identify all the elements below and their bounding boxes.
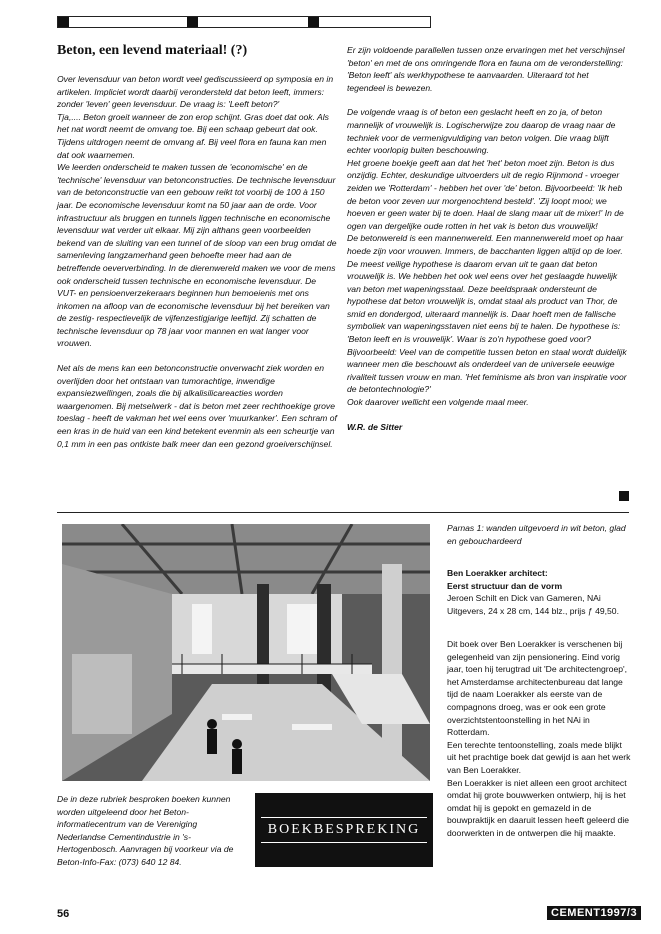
book-title-line1: Ben Loerakker architect:	[447, 568, 548, 578]
paragraph: Er zijn voldoende parallellen tussen onze ervaringen met het verschijnsel 'beton' en met de ons omringende flora en fauna om de veronderstelling: 'Beton leeft' als werkhypothese te aanvaarden. Uiteraard tot het tegendeel is bewezen.	[347, 45, 625, 93]
end-of-article-mark	[619, 491, 629, 501]
paragraph: De volgende vraag is of beton een geslacht heeft en zo ja, of beton mannelijk of vrouwelijk is. Logischerwijze zou daarop de vraag naar de techniek voor de vermenigvuldiging van beton volgen. Die vraag blijft echter voorlopig buiten beschouwing.	[347, 107, 616, 156]
top-marker-bar	[57, 16, 431, 28]
paragraph: Het groene boekje geeft aan dat het 'het' beton moet zijn. Beton is dus onzijdig. Echter, deskundige uitvoerders uit de regio Rijnmond - vroeger zeiden we 'Rotterdam' - hebben het over 'de' beton. Bijvoorbeeld: 'Ik heb de beton voor zeven uur morgenochtend besteld'. 'Zij loopt mooi; we hoeven er geen water bij te doen. Haal de slang maar uit de mixer!' In de ogen van dergelijke oude rotten in het vak is beton dus vrouwelijk!	[347, 157, 624, 231]
paragraph: Net als de mens kan een betonconstructie onverwacht ziek worden en overlijden door het ontstaan van tumorachtige, inwendige expansiezwellingen, zoals die bij alkalisilicareacties worden waargenomen. Bij metselwerk - dat is beton met zeer rechthoekige grove toeslag - heeft de vakman het wel eens over 'muurkanker'. Een schram of een kras in de huid van een kind betekent evenmin als een scheurtje van 0,1 mm in een pas ontkiste balk meer dan een gezond groeiverschijnsel.	[57, 363, 337, 449]
section-banner	[255, 793, 433, 867]
paragraph: We leerden onderscheid te maken tussen de 'economische' en de 'technische' levensduur van betonconstructies. De technische levensduur van de betonconstructie van een gebouw reikt tot voorbij de 100 à 150 jaar. De economische levensduur komt na 50 jaar aan de orde. Voor infrastructuur als bruggen en tunnels liggen technische en economische levensduur wat verder uit elkaar. Mij zijn althans geen voorbeelden bekend van de sluiting van een tunnel of de sloop van een brug omdat de samenleving langzamerhand geen behoefte meer had aan de betreffende oeververbinding. In de dierenwereld maken we voor de mens ook onderscheid tussen technische en economische levensduur. De VUT- en pensioenverzekeraars beginnen hun bemoeienis met ons inkomen na afloop van de economische levensduur bij het bereiken van de zestig- respectievelijk de vijfenzestigjarige leeftijd. Zij schatten de technische levensduur op 78 jaar voor mannen en wat langer voor vrouwen.	[57, 162, 337, 349]
paragraph: Een terechte tentoonstelling, zoals mede blijkt uit het prachtige boek dat gewijd is aan het werk van Ben Loerakker.	[447, 739, 631, 775]
paragraph: Ook daarover wellicht een volgende maal meer.	[347, 397, 529, 408]
book-review	[447, 638, 633, 840]
book-details: Jeroen Schilt en Dick van Gameren, NAi Uitgevers, 24 x 28 cm, 144 blz., prijs ƒ 49,50.	[447, 593, 619, 616]
section-banner-label: BOEKBESPREKING	[261, 817, 427, 843]
marker-block	[308, 17, 319, 27]
book-title-line2: Eerst structuur dan de vorm	[447, 580, 563, 591]
article-heading: Beton, een levend materiaal! (?)	[57, 43, 248, 58]
building-interior-photo	[62, 524, 430, 781]
paragraph: Dit boek over Ben Loerakker is verschenen bij gelegenheid van zijn pensionering. Eind vorig jaar, toen hij terugtrad uit 'De architectengroep', het Amsterdamse architectenbureau dat lange tijd de naam Loerakker als eerste van de compagnons droeg, was er ook een grote overzichtstentoonstelling in het NAi in Rotterdam.	[447, 639, 628, 738]
book-info	[447, 567, 632, 617]
right-column	[347, 44, 627, 433]
photo-caption: Parnas 1: wanden uitgevoerd in wit beton, glad en gebouchardeerd	[447, 523, 626, 546]
divider	[57, 512, 629, 513]
page-number: 56	[57, 908, 70, 920]
author-name: W.R. de Sitter	[347, 421, 403, 432]
paragraph: Over levensduur van beton wordt veel gediscussieerd op symposia en in artikelen. Impliciet wordt daarbij verondersteld dat beton leeft, immers: zonder 'leven' geen levensduur. De vraag is: 'Leeft beton?'	[57, 74, 334, 110]
paragraph: De betonwereld is een mannenwereld. Een mannenwereld moet op haar hoede zijn voor vrouwen. Immers, de bacchanten liggen altijd op de loer. De meest veilige hypothese is daarom ervan uit te gaan dat beton vrouwelijk is. We hebben het ook wel eens over het geslaagde huwelijk van beton met wapeningsstaal. Deze beeldspraak ondersteunt de hypothese dat beton vrouwelijk is, omdat staal als product van Thor, de smid en dondergod, uiteraard mannelijk is. Daar hoeft men de fallische symboliek van wapeningsstaven niet eens bij te halen. De hypothese is: 'Beton leeft en is vrouwelijk'. Waar is zo'n hypothese goed voor?	[347, 233, 624, 345]
marker-block	[58, 17, 69, 27]
info-box: De in deze rubriek besproken boeken kunnen worden uitgeleend door het Beton-informatiecentrum van de Vereniging Nederlandse Cementindustrie in 's-Hertogenbosch. Aanvragen bij voorkeur via de Beton-Info-Fax: (073) 640 12 84.	[57, 794, 234, 867]
marker-block	[187, 17, 198, 27]
issue-label: CEMENT1997/3	[547, 906, 641, 920]
paragraph: Bijvoorbeeld: Veel van de competitie tussen beton en staal wordt duidelijk wanneer men die beschouwt als onderdeel van de universele eeuwige rivaliteit tussen vrouw en man. 'Het feminisme als bron van inspiratie voor de betontechnologie?'	[347, 346, 627, 395]
paragraph: Tja,.... Beton groeit wanneer de zon erop schijnt. Gras doet dat ook. Als het nat wordt neemt de omvang toe. Bij een schaap gebeurt dat ook. Tijdens uitdrogen neemt de omvang af. Bij veel flora en fauna kan men dat ook waarnemen.	[57, 111, 329, 160]
paragraph: Ben Loerakker is niet alleen een groot architect omdat hij grote bouwwerken ontwierp, hij is het omdat hij is gepokt en gemazeld in de bouwpraktijk en daaruit lessen heeft geleerd die doorwerkten in de ontwerpen die hij maakte.	[447, 777, 630, 838]
left-column	[57, 73, 337, 450]
